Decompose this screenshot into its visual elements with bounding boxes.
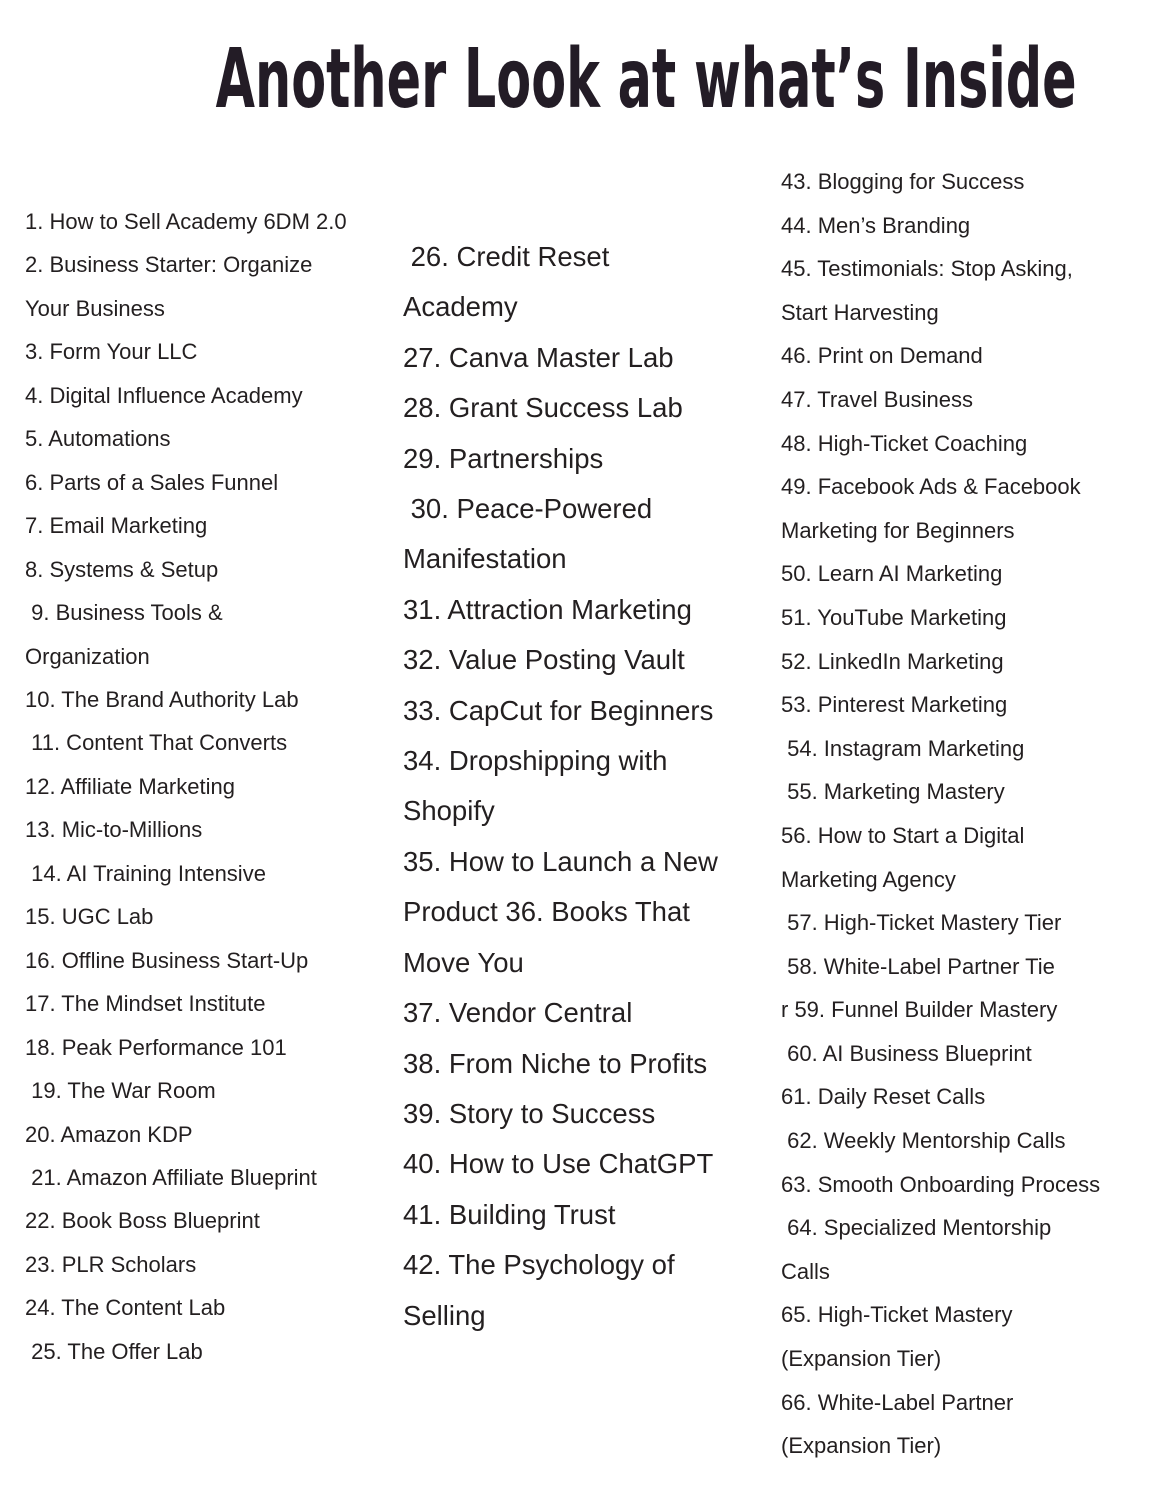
- list-item: 22. Book Boss Blueprint: [25, 1208, 260, 1234]
- list-item: (Expansion Tier): [781, 1433, 942, 1459]
- list-item: 2. Business Starter: Organize: [25, 252, 313, 278]
- list-item: 52. LinkedIn Marketing: [781, 648, 1004, 674]
- list-item: 40. How to Use ChatGPT: [403, 1148, 714, 1180]
- list-item: 54. Instagram Marketing: [781, 735, 1025, 761]
- list-item: 48. High-Ticket Coaching: [781, 430, 1028, 456]
- list-item: 11. Content That Converts: [25, 730, 288, 756]
- list-item: r 59. Funnel Builder Mastery: [781, 997, 1058, 1023]
- list-item: 29. Partnerships: [403, 442, 604, 474]
- list-item: 50. Learn AI Marketing: [781, 561, 1003, 587]
- list-item: 57. High-Ticket Mastery Tier: [781, 910, 1062, 936]
- list-item: 60. AI Business Blueprint: [781, 1040, 1032, 1066]
- list-item: Your Business: [25, 295, 165, 321]
- list-item: 28. Grant Success Lab: [403, 392, 683, 424]
- list-item: 4. Digital Influence Academy: [25, 382, 303, 408]
- list-item: 62. Weekly Mentorship Calls: [781, 1128, 1066, 1154]
- list-item: 42. The Psychology of: [403, 1249, 675, 1281]
- list-item: Marketing for Beginners: [781, 517, 1015, 543]
- list-item: 16. Offline Business Start-Up: [25, 947, 309, 973]
- list-item: 20. Amazon KDP: [25, 1121, 193, 1147]
- list-item: Shopify: [403, 795, 495, 827]
- list-item: 34. Dropshipping with: [403, 745, 668, 777]
- list-item: 43. Blogging for Success: [781, 169, 1025, 194]
- list-item: 65. High-Ticket Mastery: [781, 1302, 1013, 1328]
- list-item: 17. The Mindset Institute: [25, 991, 266, 1017]
- list-item: 15. UGC Lab: [25, 904, 154, 930]
- list-item: 49. Facebook Ads & Facebook: [781, 474, 1081, 500]
- list-item: 24. The Content Lab: [25, 1295, 226, 1321]
- list-item: Marketing Agency: [781, 866, 956, 892]
- list-item: 7. Email Marketing: [25, 513, 208, 539]
- list-item: 31. Attraction Marketing: [403, 593, 692, 625]
- list-item: 56. How to Start a Digital: [781, 822, 1025, 848]
- list-item: 12. Affiliate Marketing: [25, 773, 235, 799]
- list-item: 10. The Brand Authority Lab: [25, 686, 299, 712]
- list-item: 30. Peace-Powered: [403, 493, 653, 525]
- list-item: 27. Canva Master Lab: [403, 341, 674, 373]
- list-item: 23. PLR Scholars: [25, 1251, 197, 1277]
- list-item: 38. From Niche to Profits: [403, 1047, 708, 1079]
- list-item: 18. Peak Performance 101: [25, 1034, 287, 1060]
- list-item: Start Harvesting: [781, 299, 939, 325]
- list-item: 21. Amazon Affiliate Blueprint: [25, 1164, 317, 1190]
- list-item: 44. Men’s Branding: [781, 212, 971, 238]
- list-item: 47. Travel Business: [781, 386, 973, 412]
- list-item: (Expansion Tier): [781, 1346, 942, 1372]
- list-item: 3. Form Your LLC: [25, 339, 198, 365]
- list-item: 55. Marketing Mastery: [781, 779, 1005, 805]
- list-item: 9. Business Tools &: [25, 600, 223, 626]
- course-list-column-3: [781, 160, 1151, 1468]
- list-item: Move You: [403, 946, 524, 978]
- list-item: Academy: [403, 291, 518, 323]
- list-item: 33. CapCut for Beginners: [403, 694, 714, 726]
- list-item: 1. How to Sell Academy 6DM 2.0: [25, 209, 347, 234]
- list-item: 5. Automations: [25, 426, 171, 452]
- page-title: Another Look at what’s Inside: [215, 32, 1077, 127]
- list-item: 37. Vendor Central: [403, 997, 633, 1029]
- list-item: 45. Testimonials: Stop Asking,: [781, 256, 1073, 282]
- list-item: 39. Story to Success: [403, 1097, 656, 1129]
- list-item: 63. Smooth Onboarding Process: [781, 1171, 1101, 1197]
- list-item: 35. How to Launch a New: [403, 845, 718, 877]
- list-item: 46. Print on Demand: [781, 343, 983, 369]
- list-item: 32. Value Posting Vault: [403, 644, 685, 676]
- list-item: Product 36. Books That: [403, 896, 690, 928]
- list-item: 8. Systems & Setup: [25, 556, 219, 582]
- list-item: 58. White-Label Partner Tie: [781, 953, 1055, 979]
- list-item: 61. Daily Reset Calls: [781, 1084, 986, 1110]
- list-item: 26. Credit Reset: [403, 241, 610, 272]
- list-item: 25. The Offer Lab: [25, 1338, 203, 1364]
- list-item: Organization: [25, 643, 150, 669]
- list-item: 19. The War Room: [25, 1078, 216, 1104]
- list-item: Manifestation: [403, 543, 567, 575]
- list-item: Selling: [403, 1299, 486, 1331]
- list-item: 14. AI Training Intensive: [25, 860, 266, 886]
- list-item: 66. White-Label Partner: [781, 1389, 1014, 1415]
- course-list-column-2: [403, 232, 753, 1341]
- course-list-column-1: [25, 200, 395, 1373]
- list-item: 6. Parts of a Sales Funnel: [25, 469, 279, 495]
- list-item: 53. Pinterest Marketing: [781, 692, 1008, 718]
- list-item: 41. Building Trust: [403, 1198, 616, 1230]
- list-item: 13. Mic-to-Millions: [25, 817, 203, 843]
- list-item: 64. Specialized Mentorship: [781, 1215, 1052, 1241]
- list-item: Calls: [781, 1258, 830, 1284]
- list-item: 51. YouTube Marketing: [781, 604, 1007, 630]
